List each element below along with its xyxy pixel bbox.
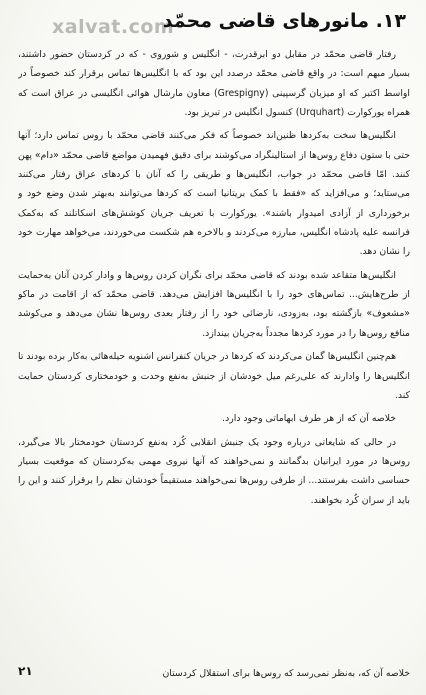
paragraph-1: رفتار قاضی محمّد در مقابل دو ابرقدرت، - انگلیس و شوروی - که در کردستان حضور داشتند، بسیار مبهم است: در واقع قاضی محمّد درصدد این بود که با انگلیس‌ها تماس برقرار کند خصوصاً در اواسط اکتبر که او میزبان گرسپینی (Grespigny) معاون مارشال هوائی انگلیسی در عراق است که همراه یورکوارت (Urquhart) کنسول انگلیس در تبریز بود. (18, 49, 410, 119)
chapter-title: ۱۳. مانورهای قاضی محمّد (162, 10, 406, 32)
page-number: ۲۱ (18, 664, 33, 678)
paragraph-5: خلاصه آن که از هر طرف ابهاماتی وجود دارد. (222, 413, 396, 425)
paragraph-3: انگلیس‌ها متقاعد شده بودند که قاضی محمّد برای نگران کردن روس‌ها و وادار کردن آنان به‌حمایت از طرح‌هایش... تماس‌های خود را با انگلیس‌ها افزایش می‌دهد. قاضی محمّد که از اقامت در ماکو «مشعوف» بازگشته بود، به‌زودی، نارضائی خود را از رفتار بعدی روس‌ها نشان می‌دهد و می‌کوشد منافع روس‌ها را در مورد کردها مجدداً به‌جریان بیندازد. (18, 269, 410, 339)
paragraph-6: در حالی که شایعاتی درباره وجود یک جنبش انقلابی کُرد به‌نفع کردستان خودمختار بالا می‌گیرد، روس‌ها در مورد ایرانیان بدگمانند و نمی‌خواهند که آنها نیروی مهمی به‌کردستان که موقعیت بسیار حساسی داشت بفرستند... از طرفی روس‌ها نمی‌خواهند مستقیماً خودشان نظم را برقرار کنند و این را باید از سران کُرد بخواهند. (18, 436, 410, 506)
paragraph-4: هم‌چنین انگلیس‌ها گمان می‌کردند که کردها در جریان کنفرانس اشنویه حیله‌هائی به‌کار برده بودند تا انگلیس‌ها را وادارند که علی‌رغم میل خودشان از جنبش به‌نفع وحدت و خودمختاری کردستان حمایت کند. (18, 351, 410, 401)
body-text (18, 45, 410, 663)
last-line: خلاصه آن که، به‌نظر نمی‌رسد که روس‌ها برای استقلال کردستان (162, 668, 410, 679)
paragraph-2: انگلیس‌ها سخت به‌کردها ظنین‌اند خصوصاً که فکر می‌کنند قاضی محمّد با روس تماس دارد؛ آنها حتی با ستون دفاع روس‌ها از استالینگراد می‌کوشند برای دقیق فهمیدن مواضع قاضی محمّد «دام» پهن کنند. امّا قاضی محمّد در جواب، انگلیس‌ها و طریقی را که آنان با کردهای عراق رفتار می‌کنند می‌ستاید؛ و می‌افزاید که «فقط با کمک بریتانیا است که کردها می‌توانند به‌بهتر شدن وضع خود و برخورداری از آزادی امیدوار باشند». یورکوارت با تعریف جریان کوشش‌های اسکاتلند که به‌کمک فرانسه علیه پادشاه انگلیس، مبارزه می‌کردند و بالاخره هم شکست می‌خوردند، می‌خواهد مهارت خود را نشان دهد. (18, 130, 410, 258)
page-header (52, 6, 412, 42)
watermark: xalvat.com (52, 16, 175, 38)
